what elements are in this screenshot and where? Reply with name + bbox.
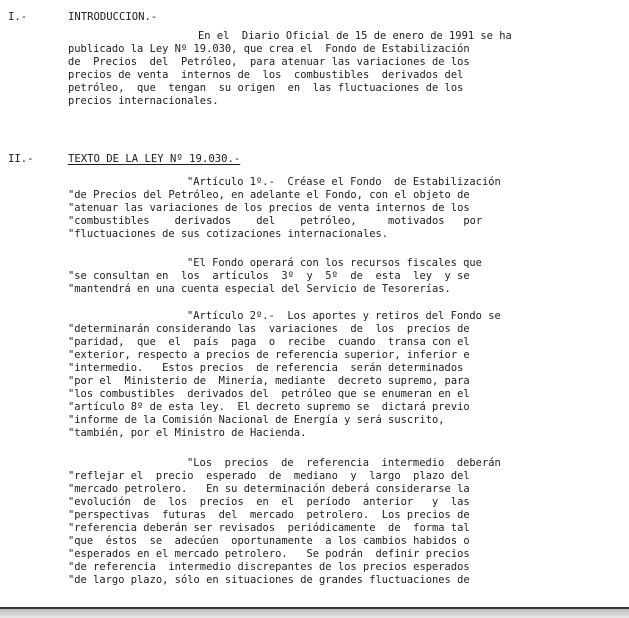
text-line: "atenuar las variaciones de los precios de venta internos de los [68, 202, 470, 214]
text-line: "reflejar el precio esperado de mediano y largo plazo del [68, 470, 470, 482]
text-line: "mercado petrolero. En su determinación deberá considerarse la [68, 483, 470, 495]
text-line: "artículo 8º de esta ley. El decreto supremo se dictará previo [68, 401, 470, 413]
text-line: "referencia deberán ser revisados periódicamente de forma tal [68, 522, 470, 534]
text-line: "de referencia intermedio discrepantes de los precios esperados [68, 561, 470, 573]
text-line: de Precios del Petróleo, para atenuar las variaciones de los [68, 56, 470, 68]
text-line: "El Fondo operará con los recursos fiscales que [187, 257, 482, 269]
text-line: "Los precios de referencia intermedio deberán [187, 457, 501, 469]
section-number: II.- [8, 153, 34, 165]
text-line: "combustibles derivados del petróleo, motivados por [68, 215, 483, 227]
text-line: "de Precios del Petróleo, en adelante el Fondo, con el objeto de [68, 189, 470, 201]
text-line: "intermedio. Estos precios de referencia serán determinados [68, 362, 464, 374]
section-title: INTRODUCCION.- [68, 11, 158, 23]
text-line: "Artículo 1º.- Créase el Fondo de Estabilización [187, 176, 501, 188]
text-line: "mantendrá en una cuenta especial del Servicio de Tesorerías. [68, 283, 451, 295]
text-line: "se consultan en los artículos 3º y 5º de esta ley y se [68, 270, 470, 282]
text-line: "de largo plazo, sólo en situaciones de grandes fluctuaciones de [68, 574, 470, 586]
text-line: "que éstos se adecúen oportunamente a los cambios habidos o [68, 535, 470, 547]
text-line: publicado la Ley Nº 19.030, que crea el Fondo de Estabilización [68, 43, 470, 55]
text-line: "los combustibles derivados del petróleo que se enumeran en el [68, 388, 470, 400]
text-line: precios de venta internos de los combustibles derivados del [68, 69, 464, 81]
text-line: "exterior, respecto a precios de referencia superior, inferior e [68, 349, 470, 361]
scan-edge-shadow [0, 609, 629, 618]
text-line: "fluctuaciones de sus cotizaciones internacionales. [68, 228, 389, 240]
text-line: "Artículo 2º.- Los aportes y retiros del Fondo se [187, 310, 501, 322]
text-line: "paridad, que el país paga o recibe cuando transa con el [68, 336, 470, 348]
text-line: En el Diario Oficial de 15 de enero de 1991 se ha [198, 30, 512, 42]
text-line: "determinarán considerando las variaciones de los precios de [68, 323, 470, 335]
text-line: "perspectivas futuras del mercado petrolero. Los precios de [68, 509, 470, 521]
text-line: precios internacionales. [68, 95, 219, 107]
section-title: TEXTO DE LA LEY Nº 19.030.- [68, 153, 241, 165]
text-line: "informe de la Comisión Nacional de Energía y será suscrito, [68, 414, 445, 426]
text-line: "esperados en el mercado petrolero. Se podrán definir precios [68, 548, 470, 560]
text-line: petróleo, que tengan su origen en las fluctuaciones de los [68, 82, 464, 94]
text-line: "evolución de los precios en el período anterior y las [68, 496, 470, 508]
text-line: "por el Ministerio de Minería, mediante decreto supremo, para [68, 375, 470, 387]
section-number: I.- [8, 11, 28, 23]
text-line: "también, por el Ministro de Hacienda. [68, 427, 307, 439]
